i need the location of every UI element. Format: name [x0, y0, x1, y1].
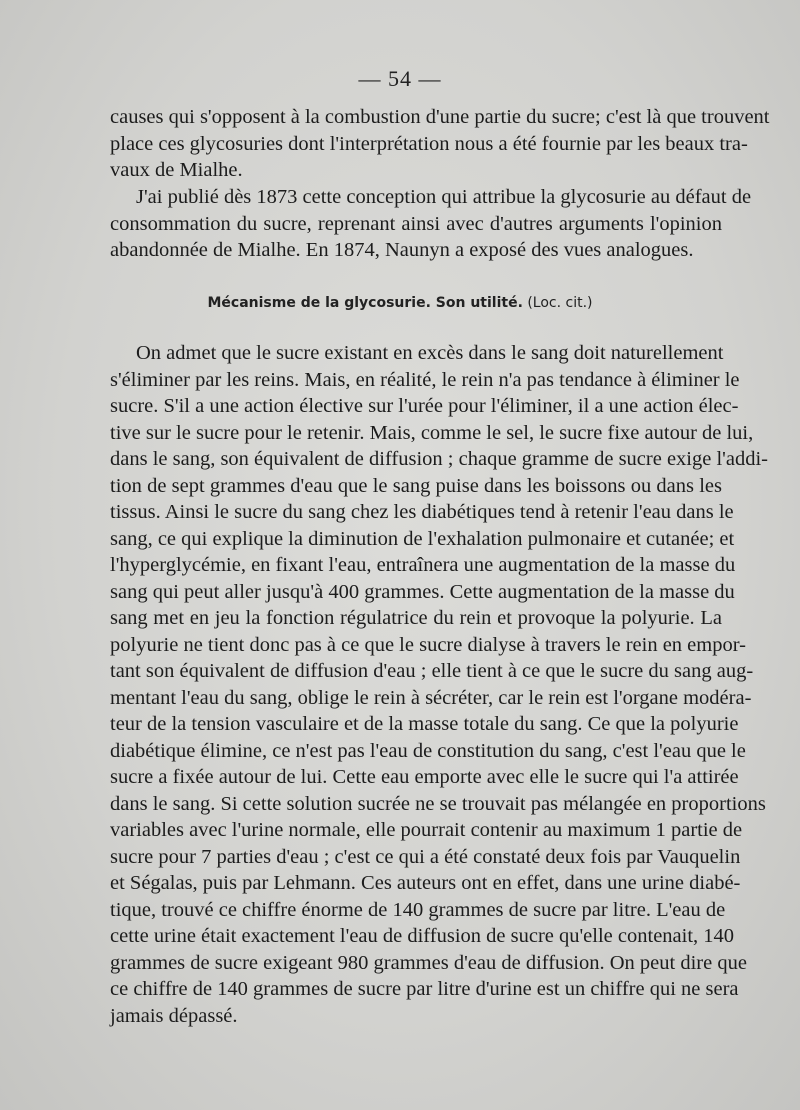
text-line: On admet que le sucre existant en excès dans le sang doit naturellement: [136, 342, 724, 364]
text-line: sucre. S'il a une action élective sur l'urée pour l'éliminer, il a une action élec-: [110, 395, 739, 417]
text-line: sang met en jeu la fonction régulatrice du rein et provoque la polyurie. La: [110, 607, 722, 629]
text-line: teur de la tension vasculaire et de la masse totale du sang. Ce que la polyurie: [110, 713, 739, 735]
text-line: diabétique élimine, ce n'est pas l'eau de constitution du sang, c'est l'eau que le: [110, 739, 746, 762]
paragraph-3: [110, 340, 768, 1029]
text-line: causes qui s'opposent à la combustion d'une partie du sucre; c'est là que trouvent: [110, 106, 770, 128]
text-line: sucre pour 7 parties d'eau ; c'est ce qui a été constaté deux fois par Vauquelin: [110, 845, 741, 868]
text-line: J'ai publié dès 1873 cette conception qui attribue la glycosurie au défaut de: [136, 186, 752, 208]
text-line: place ces glycosuries dont l'interprétation nous a été fournie par les beaux tra-: [110, 132, 748, 155]
text-line: s'éliminer par les reins. Mais, en réalité, le rein n'a pas tendance à éliminer le: [110, 368, 740, 391]
text-line: et Ségalas, puis par Lehmann. Ces auteurs ont en effet, dans une urine diabé-: [110, 872, 741, 894]
text-line: jamais dépassé.: [110, 1004, 238, 1027]
text-line: ce chiffre de 140 grammes de sucre par litre d'urine est un chiffre qui ne sera: [110, 978, 739, 1000]
text-line: sucre a fixée autour de lui. Cette eau emporte avec elle le sucre qui l'a attirée: [110, 766, 739, 788]
text-line: consommation du sucre, reprenant ainsi avec d'autres arguments l'opinion: [110, 212, 722, 235]
section-heading-title: Mécanisme de la glycosurie. Son utilité.: [207, 295, 523, 311]
text-line: grammes de sucre exigeant 980 grammes d'eau de diffusion. On peut dire que: [110, 951, 747, 974]
text-line: polyurie ne tient donc pas à ce que le sucre dialyse à travers le rein en empor-: [110, 633, 746, 656]
paragraph-2: [110, 184, 752, 264]
paragraph-1: [110, 104, 770, 184]
text-line: l'hyperglycémie, en fixant l'eau, entraînera une augmentation de la masse du: [110, 554, 736, 576]
page-number: — 54 —: [358, 66, 442, 91]
section-heading-reference: (Loc. cit.): [527, 295, 593, 311]
text-line: tant son équivalent de diffusion d'eau ; elle tient à ce que le sucre du sang aug-: [110, 660, 754, 682]
text-line: tion de sept grammes d'eau que le sang puise dans les boissons ou dans les: [110, 474, 722, 497]
text-line: vaux de Mialhe.: [110, 159, 243, 181]
text-line: tissus. Ainsi le sucre du sang chez les diabétiques tend à retenir l'eau dans le: [110, 501, 734, 523]
text-line: sang qui peut aller jusqu'à 400 grammes. Cette augmentation de la masse du: [110, 580, 735, 603]
text-line: abandonnée de Mialhe. En 1874, Naunyn a exposé des vues analogues.: [110, 239, 694, 261]
text-line: mentant l'eau du sang, oblige le rein à sécréter, car le rein est l'organe modéra-: [110, 686, 752, 709]
text-line: dans le sang, son équivalent de diffusion ; chaque gramme de sucre exige l'addi-: [110, 448, 768, 470]
text-line: cette urine était exactement l'eau de diffusion de sucre qu'elle contenait, 140: [110, 925, 735, 947]
section-heading: [0, 295, 800, 311]
text-line: dans le sang. Si cette solution sucrée ne se trouvait pas mélangée en proportions: [110, 792, 766, 815]
text-line: tive sur le sucre pour le retenir. Mais, comme le sel, le sucre fixe autour de lui,: [110, 421, 754, 444]
text-line: variables avec l'urine normale, elle pourrait contenir au maximum 1 partie de: [110, 819, 743, 841]
text-line: sang, ce qui explique la diminution de l'exhalation pulmonaire et cutanée; et: [110, 527, 735, 550]
text-line: tique, trouvé ce chiffre énorme de 140 grammes de sucre par litre. L'eau de: [110, 898, 726, 921]
